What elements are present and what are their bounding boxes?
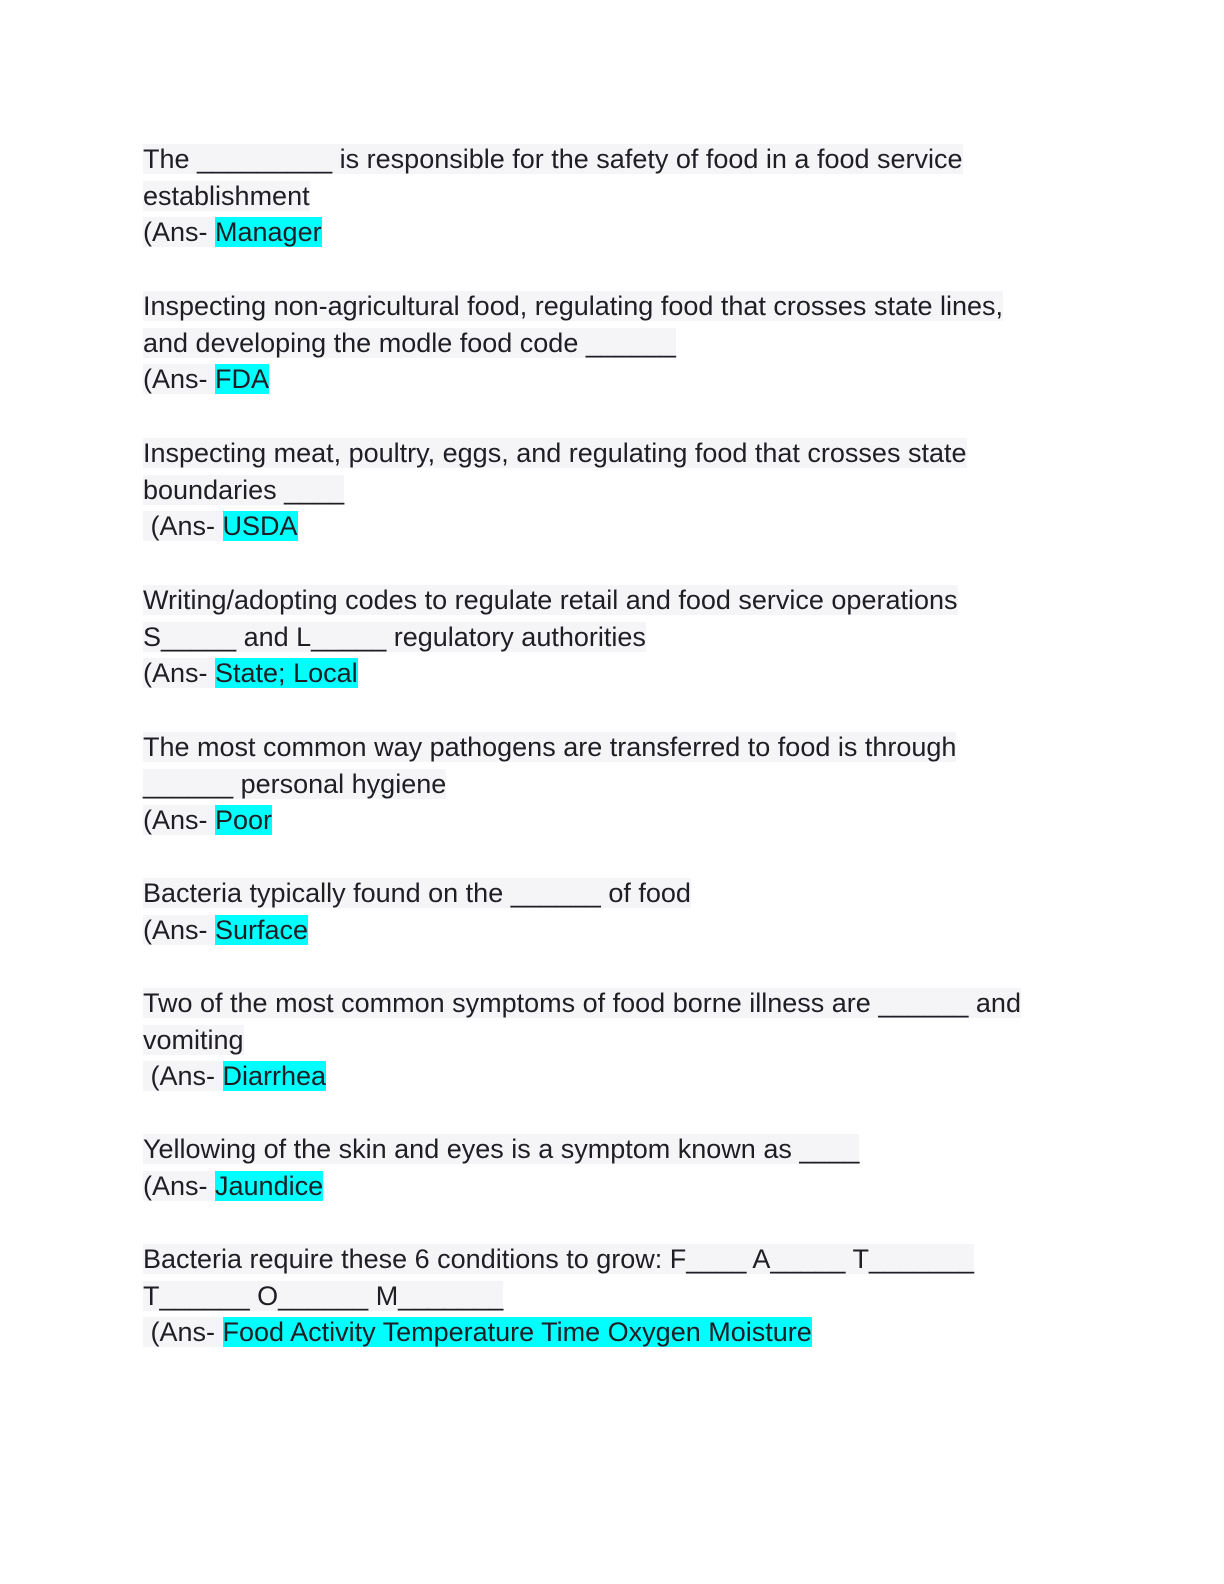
question-line: Inspecting non-agricultural food, regulating food that crosses state lines,	[143, 291, 1004, 321]
answer-line	[143, 1314, 1063, 1351]
question-line: and developing the modle food code ______	[143, 327, 676, 358]
qa-item-diarrhea	[143, 985, 1063, 1095]
qa-item-jaundice	[143, 1131, 1063, 1204]
answer-line	[143, 214, 1063, 251]
answer-prefix: (Ans-	[143, 364, 216, 395]
answer-line	[143, 802, 1063, 839]
qa-item-manager	[143, 141, 1063, 251]
answer-highlight: Diarrhea	[222, 1061, 327, 1092]
qa-item-fda	[143, 288, 1063, 398]
answer-highlight: Surface	[215, 914, 309, 945]
answer-highlight: Jaundice	[215, 1170, 324, 1201]
question-line: Bacteria require these 6 conditions to grow: F____ A_____ T_______	[143, 1244, 975, 1274]
qa-item-state-local	[143, 582, 1063, 692]
question-line: Bacteria typically found on the ______ of food	[143, 878, 691, 908]
question-line: The most common way pathogens are transferred to food is through	[143, 732, 957, 762]
question-line: boundaries ____	[143, 474, 345, 505]
answer-highlight: State; Local	[215, 658, 358, 689]
answer-prefix: (Ans-	[143, 1170, 216, 1201]
answer-line	[143, 1168, 1063, 1205]
question-line: The _________ is responsible for the safety of food in a food service	[143, 144, 963, 174]
qa-item-poor	[143, 729, 1063, 839]
question-line: S_____ and L_____ regulatory authorities	[143, 621, 646, 652]
question-line: Two of the most common symptoms of food borne illness are ______ and	[143, 988, 1021, 1018]
answer-prefix: (Ans-	[143, 217, 216, 248]
answer-highlight: Manager	[215, 217, 322, 248]
answer-highlight: Poor	[215, 805, 273, 836]
answer-highlight: Food Activity Temperature Time Oxygen Moisture	[222, 1317, 812, 1348]
answer-prefix: (Ans-	[143, 805, 216, 836]
question-line: T______ O______ M_______	[143, 1280, 504, 1311]
question-line: ______ personal hygiene	[143, 768, 447, 799]
question-line: Inspecting meat, poultry, eggs, and regulating food that crosses state	[143, 438, 967, 468]
question-line: establishment	[143, 180, 310, 211]
answer-line	[143, 912, 1063, 949]
answer-line	[143, 361, 1063, 398]
answer-line	[143, 655, 1063, 692]
answer-highlight: FDA	[215, 364, 270, 395]
answer-prefix: (Ans-	[143, 1317, 223, 1348]
question-line: vomiting	[143, 1024, 244, 1055]
qa-item-surface	[143, 875, 1063, 948]
question-line: Writing/adopting codes to regulate retail and food service operations	[143, 585, 958, 615]
answer-highlight: USDA	[222, 511, 298, 542]
answer-prefix: (Ans-	[143, 511, 223, 542]
qa-item-usda	[143, 435, 1063, 545]
answer-line	[143, 508, 1063, 545]
answer-line	[143, 1058, 1063, 1095]
question-line: Yellowing of the skin and eyes is a symptom known as ____	[143, 1134, 860, 1164]
qa-item-growth-conditions	[143, 1241, 1063, 1351]
answer-prefix: (Ans-	[143, 658, 216, 689]
answer-prefix: (Ans-	[143, 1061, 223, 1092]
answer-prefix: (Ans-	[143, 914, 216, 945]
